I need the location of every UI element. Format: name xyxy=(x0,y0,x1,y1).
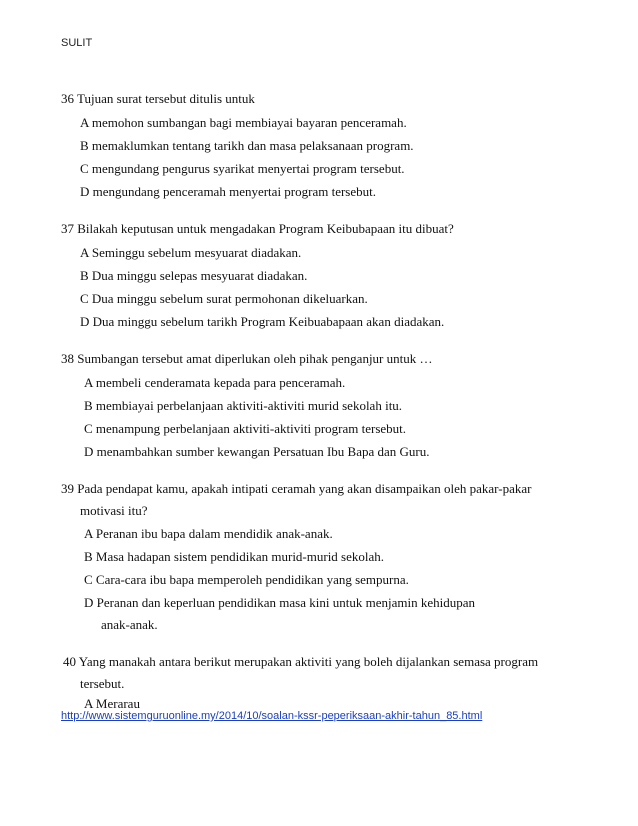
question-38-option-c: C menampung perbelanjaan aktiviti-aktiviti program tersebut. xyxy=(84,421,407,436)
question-37-option-d: D Dua minggu sebelum tarikh Program Keibuabapaan akan diadakan. xyxy=(80,314,445,329)
question-38-option-a: A membeli cenderamata kepada para penceramah. xyxy=(84,375,346,390)
question-37-stem: 37 Bilakah keputusan untuk mengadakan Program Keibubapaan itu dibuat? xyxy=(61,221,454,236)
question-39-option-c: C Cara-cara ibu bapa memperoleh pendidikan yang sempurna. xyxy=(84,572,409,587)
question-38-option-d: D menambahkan sumber kewangan Persatuan Ibu Bapa dan Guru. xyxy=(84,444,430,459)
question-39-option-d-continuation: anak-anak. xyxy=(101,617,158,632)
question-40-stem-continuation: tersebut. xyxy=(80,676,125,691)
question-39-stem-continuation: motivasi itu? xyxy=(80,503,148,518)
question-36-option-a: A memohon sumbangan bagi membiayai bayaran penceramah. xyxy=(80,115,407,130)
question-39-stem: 39 Pada pendapat kamu, apakah intipati ceramah yang akan disampaikan oleh pakar-pakar xyxy=(61,481,532,496)
question-36-option-b: B memaklumkan tentang tarikh dan masa pelaksanaan program. xyxy=(80,138,414,153)
question-36-stem: 36 Tujuan surat tersebut ditulis untuk xyxy=(61,91,255,106)
question-39-option-a: A Peranan ibu bapa dalam mendidik anak-anak. xyxy=(84,526,333,541)
question-38-option-b: B membiayai perbelanjaan aktiviti-aktiviti murid sekolah itu. xyxy=(84,398,403,413)
question-37-option-b: B Dua minggu selepas mesyuarat diadakan. xyxy=(80,268,308,283)
question-39-option-d: D Peranan dan keperluan pendidikan masa kini untuk menjamin kehidupan xyxy=(84,595,475,610)
source-url-link[interactable]: http://www.sistemguruonline.my/2014/10/soalan-kssr-peperiksaan-akhir-tahun_85.html xyxy=(61,710,483,722)
question-39-option-b: B Masa hadapan sistem pendidikan murid-murid sekolah. xyxy=(84,549,385,564)
question-36-option-c: C mengundang pengurus syarikat menyertai program tersebut. xyxy=(80,161,405,176)
confidentiality-header: SULIT xyxy=(61,37,93,49)
question-40-option-a: A Merarau xyxy=(84,696,140,711)
question-36-option-d: D mengundang penceramah menyertai program tersebut. xyxy=(80,184,376,199)
question-37-option-a: A Seminggu sebelum mesyuarat diadakan. xyxy=(80,245,302,260)
question-40-stem: 40 Yang manakah antara berikut merupakan aktiviti yang boleh dijalankan semasa program xyxy=(63,654,539,669)
question-37-option-c: C Dua minggu sebelum surat permohonan dikeluarkan. xyxy=(80,291,368,306)
question-38-stem: 38 Sumbangan tersebut amat diperlukan oleh pihak penganjur untuk … xyxy=(61,351,433,366)
